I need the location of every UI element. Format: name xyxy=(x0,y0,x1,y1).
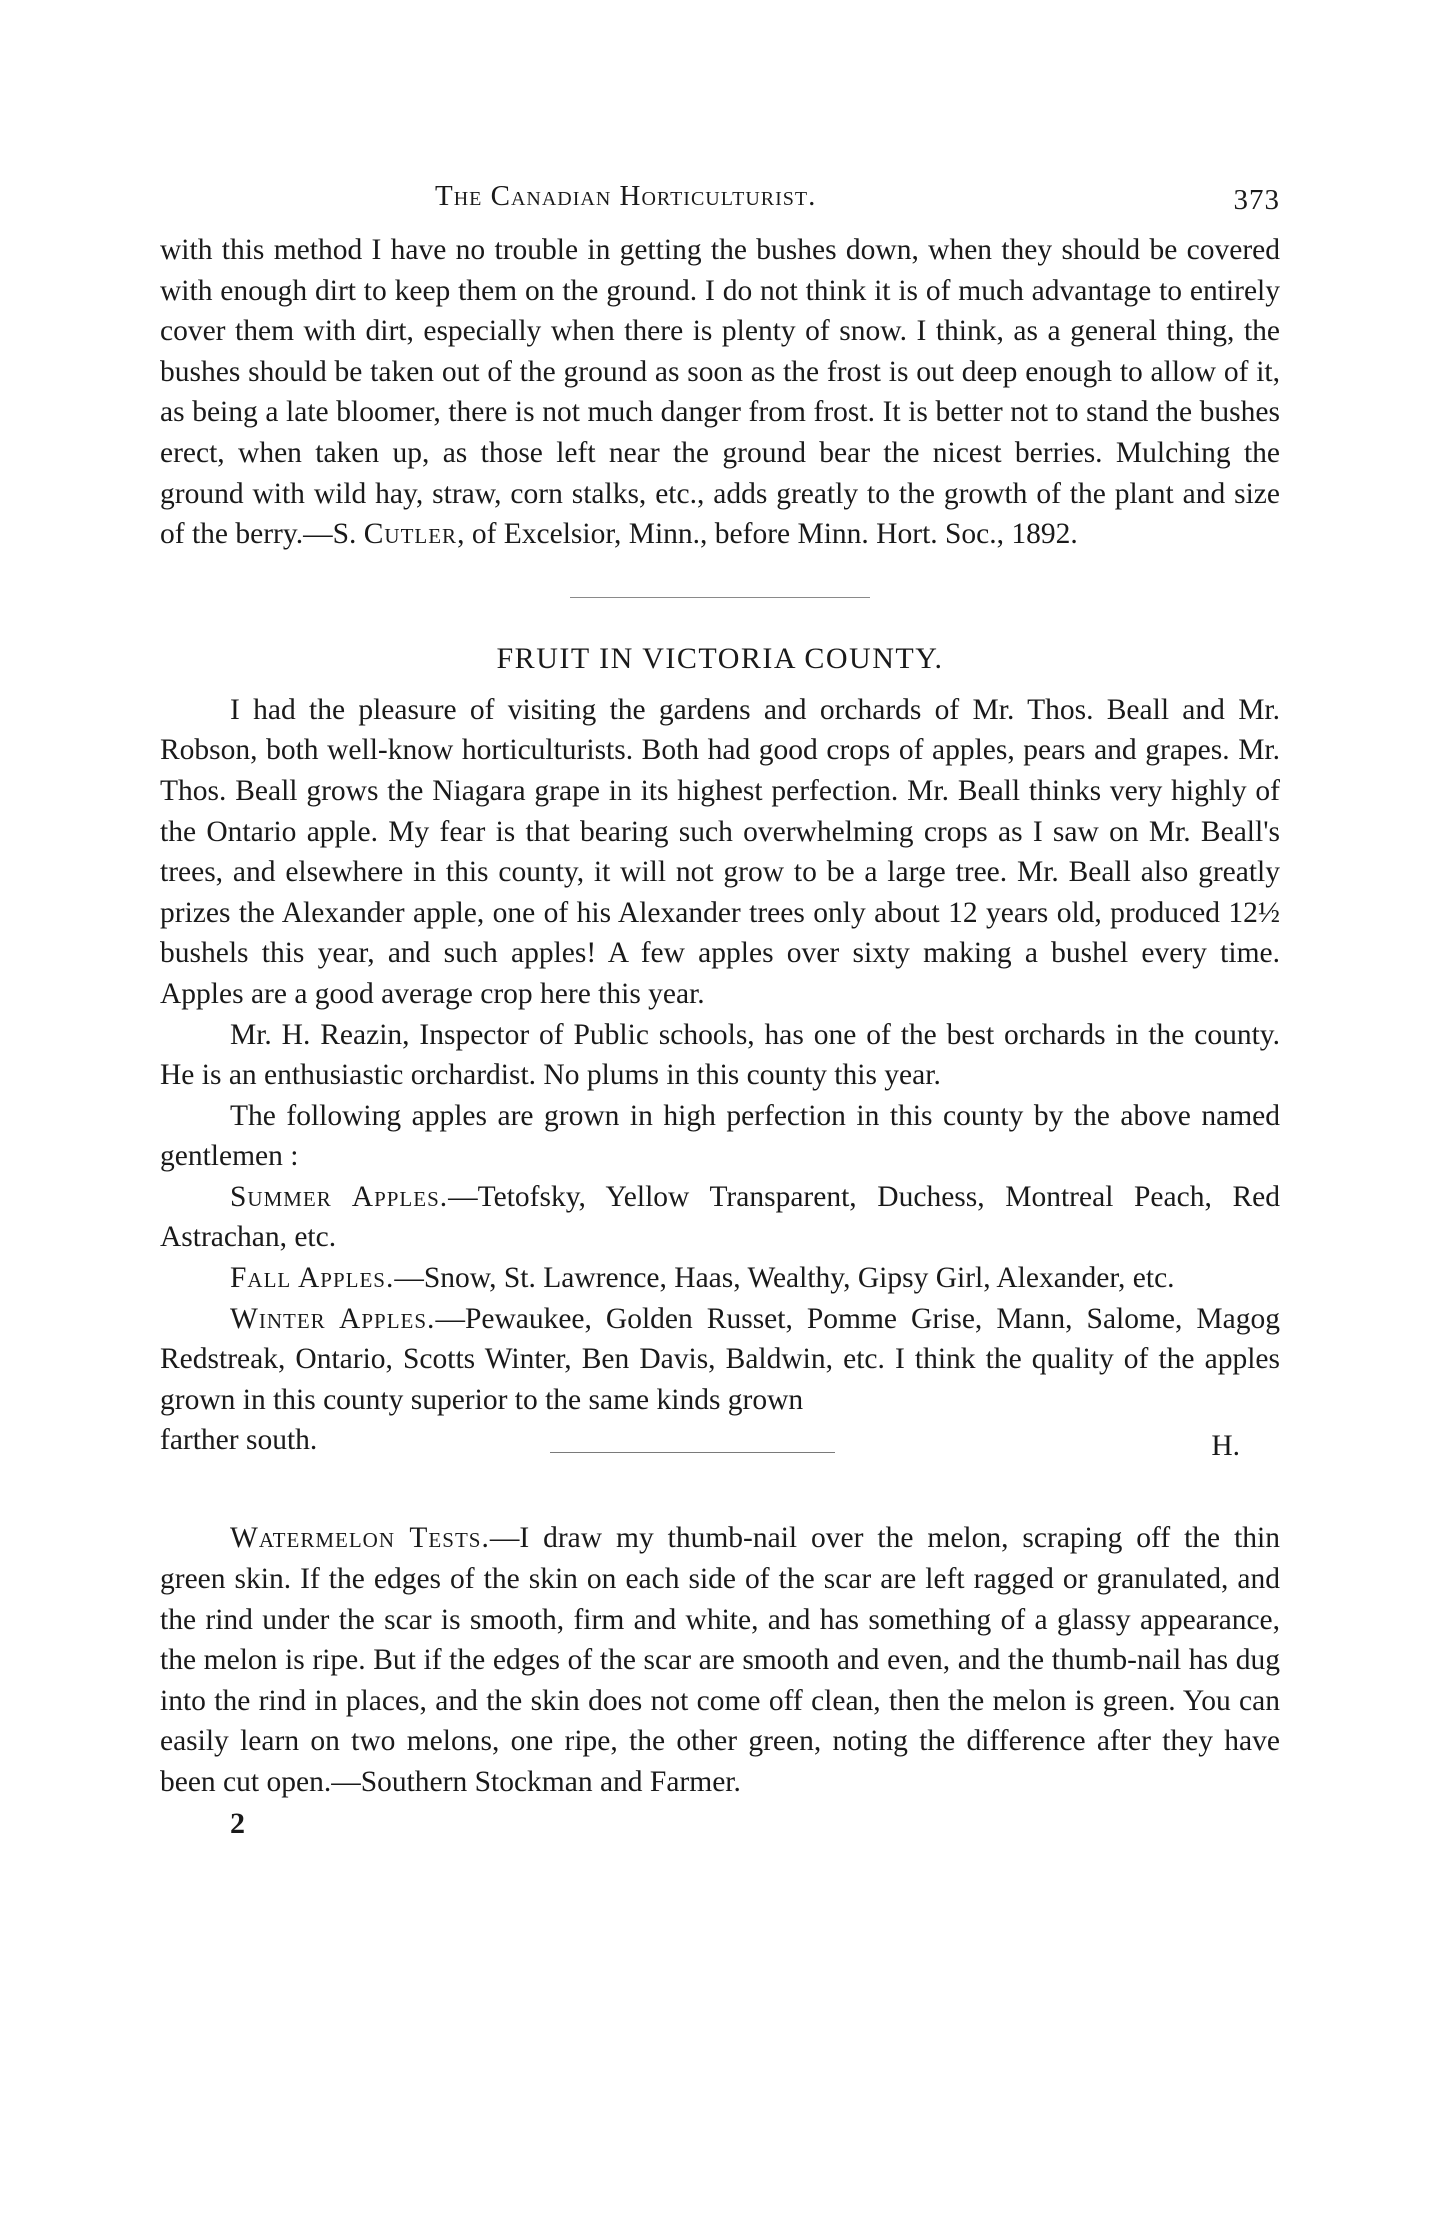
section-divider xyxy=(570,597,870,598)
paragraph: Mr. H. Reazin, Inspector of Public schools, has one of the best orchards in the county. He is an enthusiastic orchardist. No plums in this county this year. xyxy=(160,1018,1280,1092)
page-number: 373 xyxy=(1233,184,1280,216)
paragraph-label: Watermelon Tests. xyxy=(230,1522,490,1555)
paragraph-body: —I draw my thumb-nail over the melon, scraping off the thin green skin. If the edges of the skin on each side of the scar are left ragged or granulated, and the rind under the scar is smooth, firm and white, and has something of a glassy appearance, the melon is ripe. But if the edges of the scar are smooth and even, and the thumb-nail has dug into the rind in places, and the skin does not come off clean, then the melon is green. You can easily learn on two melons, one ripe, the other green, noting the difference after they have been cut open.—Southern Stockman and Farmer. xyxy=(160,1522,1280,1798)
paragraph: I had the pleasure of visiting the gardens and orchards of Mr. Thos. Beall and Mr. Robson, both well-know horticulturists. Both had good crops of apples, pears and grapes. Mr. Thos. Beall grows the Niagara grape in its highest perfection. Mr. Beall thinks very highly of the Ontario apple. My fear is that bearing such overwhelming crops as I saw on Mr. Beall's trees, and elsewhere in this county, it will not grow to be a large tree. Mr. Beall also greatly prizes the Alexander apple, one of his Alexander trees only about 12 years old, produced 12½ bushels this year, and such apples! A few apples over sixty making a bushel every time. Apples are a good average crop here this year. xyxy=(160,693,1280,1010)
apple-list-winter xyxy=(160,1299,1280,1421)
apple-list-fall xyxy=(160,1258,1280,1299)
article-author: Cutler xyxy=(363,518,458,551)
section-divider xyxy=(550,1452,835,1453)
watermelon-paragraph xyxy=(160,1518,1280,1802)
closing-line xyxy=(160,1420,1280,1463)
printer-signature-mark: 2 xyxy=(230,1806,245,1840)
author-signature: H. xyxy=(1211,1430,1240,1463)
list-label: Fall Apples. xyxy=(230,1262,395,1295)
article-attribution: , of Excelsior, Minn., before Minn. Hort. Soc., 1892. xyxy=(457,518,1078,551)
list-items: —Snow, St. Lawrence, Haas, Wealthy, Gipsy Girl, Alexander, etc. xyxy=(394,1262,1175,1295)
paragraph: The following apples are grown in high perfection in this county by the above named gentlemen : xyxy=(160,1099,1280,1173)
list-items: —Tetofsky, Yellow Transparent, Duchess, Montreal Peach, Red Astrachan, etc. xyxy=(160,1180,1280,1254)
list-label: Summer Apples. xyxy=(230,1180,449,1213)
list-items: —Pewaukee, Golden Russet, Pomme Grise, Mann, Salome, Magog Redstreak, Ontario, Scotts Winter, Ben Davis, Baldwin, etc. I think the quality of the apples grown in this county superior to the same kinds grown xyxy=(160,1302,1280,1416)
list-label: Winter Apples. xyxy=(230,1302,436,1335)
running-head xyxy=(160,180,1280,230)
apple-list-summer xyxy=(160,1177,1280,1258)
article-body: with this method I have no trouble in getting the bushes down, when they should be covered with enough dirt to keep them on the ground. I do not think it is of much advantage to entirely cover them with dirt, especially when there is plenty of snow. I think, as a general thing, the bushes should be taken out of the ground as soon as the frost is out deep enough to allow of it, as being a late bloomer, there is not much danger from frost. It is better not to stand the bushes erect, when taken up, as those left near the ground bear the nicest berries. Mulching the ground with wild hay, straw, corn stalks, etc., adds greatly to the growth of the plant and size of the berry.—S. xyxy=(160,234,1280,551)
journal-title: The Canadian Horticulturist. xyxy=(435,180,817,212)
article-continued-text xyxy=(160,230,1280,555)
closing-text: farther south. xyxy=(160,1424,318,1457)
page xyxy=(160,180,1280,1841)
section-title: FRUIT IN VICTORIA COUNTY. xyxy=(496,641,944,675)
